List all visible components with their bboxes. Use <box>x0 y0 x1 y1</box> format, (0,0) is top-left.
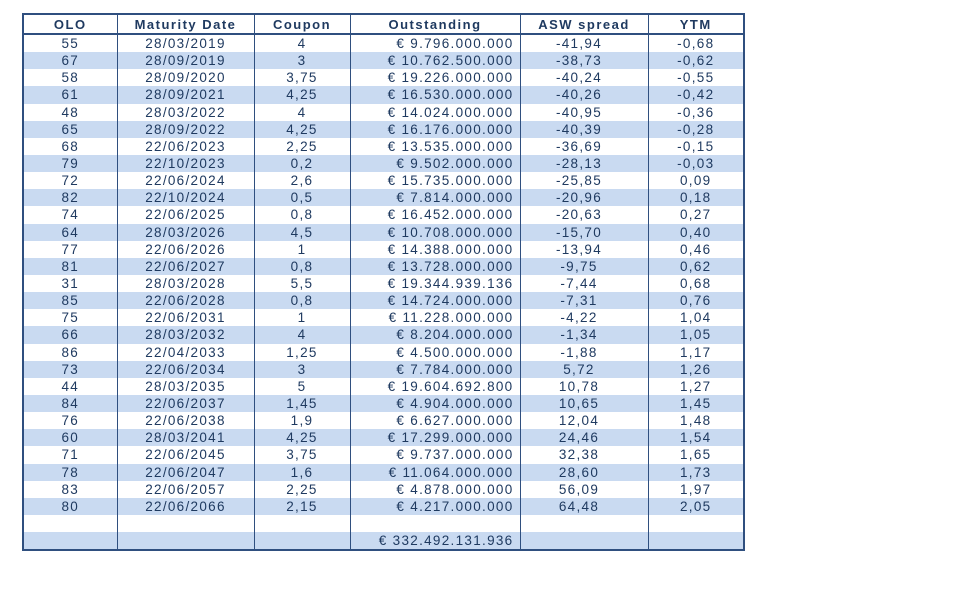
ytm-cell: 0,18 <box>648 189 744 206</box>
ytm-cell: 1,27 <box>680 378 712 394</box>
table-row <box>23 189 744 206</box>
maturity-date-cell: 22/06/2026 <box>117 241 254 258</box>
coupon-cell: 5 <box>254 378 350 395</box>
maturity-date-cell: 28/09/2019 <box>117 52 254 69</box>
table-row <box>23 258 744 275</box>
ytm-cell: 1,65 <box>680 447 712 463</box>
ytm-cell: 0,76 <box>648 292 744 309</box>
cell <box>350 515 520 532</box>
olo-cell: 78 <box>23 464 117 481</box>
cell <box>23 532 117 550</box>
cell <box>23 515 117 532</box>
coupon-cell: 1,9 <box>254 412 350 429</box>
table-row <box>23 446 744 463</box>
table-row <box>23 86 744 103</box>
outstanding-cell: € 11.228.000.000 <box>350 309 520 326</box>
table-row <box>23 52 744 69</box>
outstanding-cell: € 11.064.000.000 <box>350 464 520 481</box>
header-asw-spread: ASW spread <box>520 14 648 34</box>
table-row <box>23 34 744 52</box>
coupon-cell: 3 <box>254 52 350 69</box>
outstanding-cell: € 16.176.000.000 <box>350 121 520 138</box>
coupon-cell: 1,6 <box>254 464 350 481</box>
olo-cell: 65 <box>23 121 117 138</box>
maturity-date-cell: 22/06/2038 <box>117 412 254 429</box>
asw-spread-cell: -15,70 <box>520 224 648 241</box>
header-olo: OLO <box>23 14 117 34</box>
spreadsheet <box>22 13 743 551</box>
asw-spread-cell: -40,39 <box>520 121 648 138</box>
asw-spread-cell: -38,73 <box>520 52 648 69</box>
ytm-cell: 1,48 <box>680 413 712 429</box>
table-row <box>23 481 744 498</box>
ytm-cell: 1,26 <box>648 361 744 378</box>
outstanding-cell: € 8.204.000.000 <box>350 326 520 343</box>
coupon-cell: 0,2 <box>254 155 350 172</box>
cell <box>648 532 744 550</box>
table-row <box>23 206 744 223</box>
asw-spread-cell: 12,04 <box>520 412 648 429</box>
outstanding-cell: € 19.344.939.136 <box>350 275 520 292</box>
olo-cell: 72 <box>23 172 117 189</box>
outstanding-cell: € 7.784.000.000 <box>350 361 520 378</box>
table-row <box>23 344 744 361</box>
olo-cell: 83 <box>23 481 117 498</box>
table-row <box>23 464 744 481</box>
cell <box>520 532 648 550</box>
ytm-cell: 1,54 <box>648 429 744 446</box>
outstanding-cell: € 4.904.000.000 <box>350 395 520 412</box>
coupon-cell: 2,25 <box>254 138 350 155</box>
maturity-date-cell: 22/10/2024 <box>117 189 254 206</box>
coupon-cell: 2,15 <box>254 498 350 515</box>
maturity-date-cell: 22/04/2033 <box>117 344 254 361</box>
outstanding-cell: € 9.502.000.000 <box>350 155 520 172</box>
table-row <box>23 104 744 121</box>
table-body <box>23 34 744 515</box>
cell <box>117 515 254 532</box>
outstanding-cell: € 4.217.000.000 <box>350 498 520 515</box>
olo-cell: 64 <box>23 224 117 241</box>
asw-spread-cell: -4,22 <box>520 309 648 326</box>
table-row <box>23 361 744 378</box>
outstanding-cell: € 16.530.000.000 <box>350 86 520 103</box>
asw-spread-cell: -40,24 <box>520 69 648 86</box>
olo-bond-table <box>22 13 745 551</box>
outstanding-cell: € 9.737.000.000 <box>350 446 520 463</box>
ytm-cell: 1,73 <box>648 464 744 481</box>
maturity-date-cell: 28/03/2026 <box>117 224 254 241</box>
ytm-cell: 1,05 <box>648 326 744 343</box>
outstanding-cell: € 10.708.000.000 <box>350 224 520 241</box>
olo-cell: 68 <box>23 138 117 155</box>
outstanding-cell: € 4.878.000.000 <box>350 481 520 498</box>
olo-cell: 85 <box>23 292 117 309</box>
table-row <box>23 241 744 258</box>
asw-spread-cell: -9,75 <box>520 258 648 275</box>
asw-spread-cell: -7,31 <box>520 292 648 309</box>
coupon-cell: 2,25 <box>254 481 350 498</box>
ytm-cell: -0,03 <box>648 155 744 172</box>
maturity-date-cell: 28/03/2022 <box>117 104 254 121</box>
maturity-date-cell: 22/06/2024 <box>117 172 254 189</box>
olo-cell: 48 <box>23 104 117 121</box>
total-row <box>23 532 744 550</box>
outstanding-cell: € 6.627.000.000 <box>350 412 520 429</box>
maturity-date-cell: 22/10/2023 <box>117 155 254 172</box>
ytm-cell: 1,04 <box>680 310 712 326</box>
maturity-date-cell: 28/03/2019 <box>117 34 254 52</box>
olo-cell: 86 <box>23 344 117 361</box>
coupon-cell: 0,5 <box>254 189 350 206</box>
maturity-date-cell: 22/06/2066 <box>117 498 254 515</box>
cell <box>254 515 350 532</box>
maturity-date-cell: 22/06/2027 <box>117 258 254 275</box>
coupon-cell: 4,5 <box>254 224 350 241</box>
header-row <box>23 14 744 34</box>
coupon-cell: 3 <box>254 361 350 378</box>
ytm-cell: -0,28 <box>648 121 744 138</box>
table-row <box>23 498 744 515</box>
table-row <box>23 309 744 326</box>
olo-cell: 74 <box>23 206 117 223</box>
maturity-date-cell: 28/03/2041 <box>117 429 254 446</box>
table-row <box>23 275 744 292</box>
table-row <box>23 224 744 241</box>
asw-spread-cell: 28,60 <box>520 464 648 481</box>
olo-cell: 77 <box>23 241 117 258</box>
olo-cell: 84 <box>23 395 117 412</box>
coupon-cell: 1 <box>254 241 350 258</box>
outstanding-cell: € 16.452.000.000 <box>350 206 520 223</box>
outstanding-cell: € 4.500.000.000 <box>350 344 520 361</box>
blank-row <box>23 515 744 532</box>
maturity-date-cell: 28/03/2028 <box>117 275 254 292</box>
asw-spread-cell: -25,85 <box>520 172 648 189</box>
ytm-cell: -0,15 <box>677 138 715 154</box>
asw-spread-cell: -28,13 <box>520 155 648 172</box>
coupon-cell: 4,25 <box>254 86 350 103</box>
maturity-date-cell: 22/06/2028 <box>117 292 254 309</box>
coupon-cell: 3,75 <box>254 69 350 86</box>
cell <box>254 532 350 550</box>
maturity-date-cell: 28/09/2020 <box>117 69 254 86</box>
cell <box>648 515 744 532</box>
header-maturity-date: Maturity Date <box>117 14 254 34</box>
maturity-date-cell: 22/06/2031 <box>117 309 254 326</box>
ytm-cell: 2,05 <box>648 498 744 515</box>
olo-cell: 60 <box>23 429 117 446</box>
outstanding-cell: € 19.226.000.000 <box>350 69 520 86</box>
outstanding-cell: € 14.724.000.000 <box>350 292 520 309</box>
coupon-cell: 4,25 <box>254 121 350 138</box>
outstanding-cell: € 10.762.500.000 <box>350 52 520 69</box>
olo-cell: 76 <box>23 412 117 429</box>
header-coupon: Coupon <box>254 14 350 34</box>
outstanding-cell: € 14.388.000.000 <box>350 241 520 258</box>
maturity-date-cell: 22/06/2057 <box>117 481 254 498</box>
asw-spread-cell: 32,38 <box>520 446 648 463</box>
olo-cell: 82 <box>23 189 117 206</box>
asw-spread-cell: -7,44 <box>520 275 648 292</box>
ytm-cell: -0,62 <box>648 52 744 69</box>
olo-cell: 73 <box>23 361 117 378</box>
coupon-cell: 4,25 <box>254 429 350 446</box>
header-ytm: YTM <box>648 14 744 34</box>
coupon-cell: 4 <box>254 104 350 121</box>
outstanding-cell: € 13.535.000.000 <box>350 138 520 155</box>
olo-cell: 79 <box>23 155 117 172</box>
asw-spread-cell: -40,26 <box>520 86 648 103</box>
ytm-cell: 1,45 <box>648 395 744 412</box>
cell <box>117 532 254 550</box>
olo-cell: 71 <box>23 446 117 463</box>
asw-spread-cell: 10,65 <box>520 395 648 412</box>
asw-spread-cell: -20,96 <box>520 189 648 206</box>
coupon-cell: 4 <box>254 34 350 52</box>
maturity-date-cell: 28/03/2035 <box>117 378 254 395</box>
ytm-cell: -0,55 <box>677 70 715 86</box>
olo-cell: 55 <box>23 34 117 52</box>
asw-spread-cell: 10,78 <box>520 378 648 395</box>
asw-spread-cell: -36,69 <box>520 138 648 155</box>
asw-spread-cell: 5,72 <box>520 361 648 378</box>
asw-spread-cell: -20,63 <box>520 206 648 223</box>
maturity-date-cell: 22/06/2047 <box>117 464 254 481</box>
olo-cell: 80 <box>23 498 117 515</box>
ytm-cell: 0,27 <box>680 207 712 223</box>
maturity-date-cell: 22/06/2037 <box>117 395 254 412</box>
olo-cell: 61 <box>23 86 117 103</box>
coupon-cell: 1,45 <box>254 395 350 412</box>
ytm-cell: 0,46 <box>680 241 712 257</box>
ytm-cell: 0,40 <box>648 224 744 241</box>
coupon-cell: 1,25 <box>254 344 350 361</box>
table-row <box>23 378 744 395</box>
table-row <box>23 138 744 155</box>
olo-cell: 75 <box>23 309 117 326</box>
coupon-cell: 0,8 <box>254 258 350 275</box>
total-outstanding: € 332.492.131.936 <box>350 532 520 550</box>
cell <box>520 515 648 532</box>
outstanding-cell: € 19.604.692.800 <box>350 378 520 395</box>
maturity-date-cell: 28/09/2021 <box>117 86 254 103</box>
table-row <box>23 292 744 309</box>
maturity-date-cell: 22/06/2023 <box>117 138 254 155</box>
outstanding-cell: € 17.299.000.000 <box>350 429 520 446</box>
coupon-cell: 4 <box>254 326 350 343</box>
maturity-date-cell: 22/06/2025 <box>117 206 254 223</box>
table-row <box>23 172 744 189</box>
maturity-date-cell: 22/06/2034 <box>117 361 254 378</box>
olo-cell: 67 <box>23 52 117 69</box>
coupon-cell: 0,8 <box>254 292 350 309</box>
asw-spread-cell: -40,95 <box>520 104 648 121</box>
asw-spread-cell: 64,48 <box>520 498 648 515</box>
outstanding-cell: € 15.735.000.000 <box>350 172 520 189</box>
ytm-cell: 0,09 <box>680 173 712 189</box>
olo-cell: 66 <box>23 326 117 343</box>
table-row <box>23 429 744 446</box>
maturity-date-cell: 28/09/2022 <box>117 121 254 138</box>
outstanding-cell: € 14.024.000.000 <box>350 104 520 121</box>
olo-cell: 58 <box>23 69 117 86</box>
maturity-date-cell: 28/03/2032 <box>117 326 254 343</box>
header-outstanding: Outstanding <box>350 14 520 34</box>
ytm-cell: 1,17 <box>680 344 712 360</box>
ytm-cell: -0,36 <box>677 104 715 120</box>
coupon-cell: 3,75 <box>254 446 350 463</box>
asw-spread-cell: -13,94 <box>520 241 648 258</box>
olo-cell: 44 <box>23 378 117 395</box>
maturity-date-cell: 22/06/2045 <box>117 446 254 463</box>
coupon-cell: 2,6 <box>254 172 350 189</box>
outstanding-cell: € 7.814.000.000 <box>350 189 520 206</box>
olo-cell: 31 <box>23 275 117 292</box>
table-row <box>23 412 744 429</box>
table-row <box>23 121 744 138</box>
ytm-cell: 0,62 <box>648 258 744 275</box>
table-row <box>23 395 744 412</box>
outstanding-cell: € 9.796.000.000 <box>350 34 520 52</box>
ytm-cell: -0,68 <box>677 36 715 52</box>
asw-spread-cell: 24,46 <box>520 429 648 446</box>
asw-spread-cell: 56,09 <box>520 481 648 498</box>
coupon-cell: 1 <box>254 309 350 326</box>
outstanding-cell: € 13.728.000.000 <box>350 258 520 275</box>
asw-spread-cell: -41,94 <box>520 34 648 52</box>
asw-spread-cell: -1,88 <box>520 344 648 361</box>
table-row <box>23 155 744 172</box>
olo-cell: 81 <box>23 258 117 275</box>
ytm-cell: 1,97 <box>680 481 712 497</box>
ytm-cell: -0,42 <box>648 86 744 103</box>
asw-spread-cell: -1,34 <box>520 326 648 343</box>
coupon-cell: 0,8 <box>254 206 350 223</box>
coupon-cell: 5,5 <box>254 275 350 292</box>
ytm-cell: 0,68 <box>680 276 712 292</box>
table-row <box>23 326 744 343</box>
table-row <box>23 69 744 86</box>
